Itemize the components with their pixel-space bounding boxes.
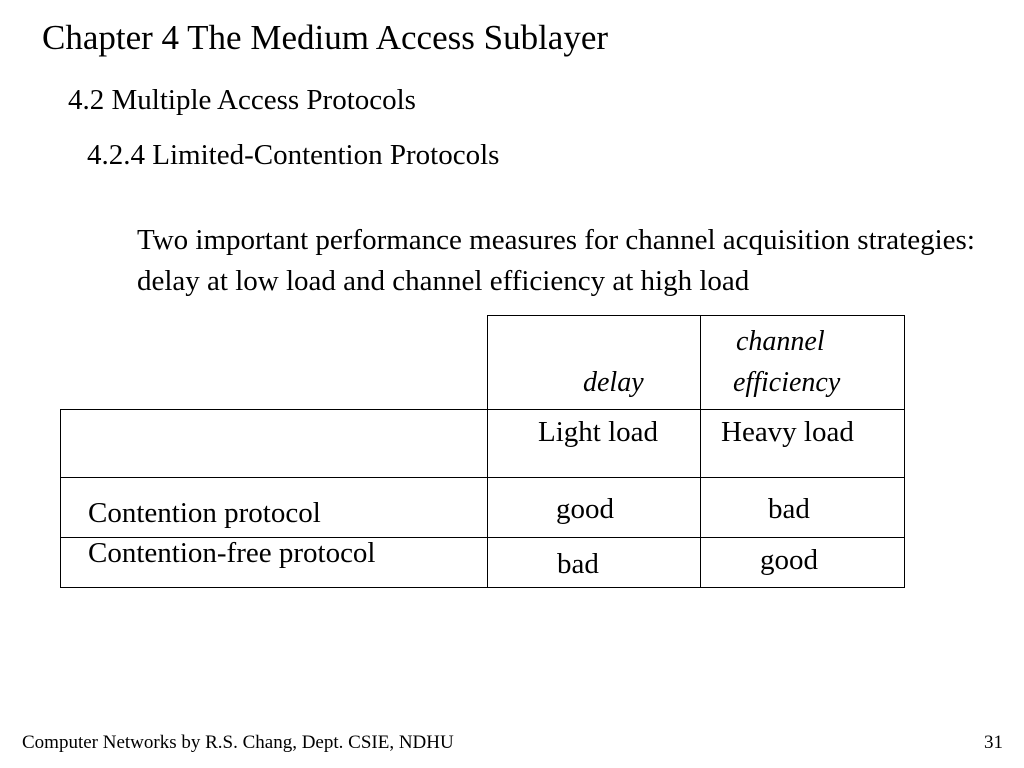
table-border-left [60,409,61,588]
table-border-top-right [487,315,905,316]
header-channel: channel [736,326,825,357]
header-delay: delay [583,367,644,398]
subsection-heading: 4.2.4 Limited-Contention Protocols [87,139,500,171]
cell-contention-efficiency: bad [768,493,810,525]
page-number: 31 [984,732,1003,753]
table-border-bottom [60,587,905,588]
header-efficiency: efficiency [733,367,841,398]
header-heavy-load: Heavy load [721,416,854,448]
footer-credit: Computer Networks by R.S. Chang, Dept. CSIE, NDHU [22,732,454,753]
row-label-contention-free: Contention-free protocol [88,537,376,569]
table-col-divider-1 [487,315,488,588]
table-border-header [60,409,905,410]
section-heading: 4.2 Multiple Access Protocols [68,84,416,116]
header-light-load: Light load [538,416,659,448]
row-label-contention: Contention protocol [88,497,321,529]
cell-contention-delay: good [556,493,614,525]
cell-contention-free-delay: bad [557,548,599,580]
body-paragraph: Two important performance measures for channel acquisition strategies: delay at low load and channel efficiency at high load [137,224,975,297]
slide-title: Chapter 4 The Medium Access Sublayer [42,18,609,57]
cell-contention-free-efficiency: good [760,544,818,576]
table-divider-1 [60,477,905,478]
table-border-right [904,315,905,588]
table-col-divider-2 [700,315,701,588]
